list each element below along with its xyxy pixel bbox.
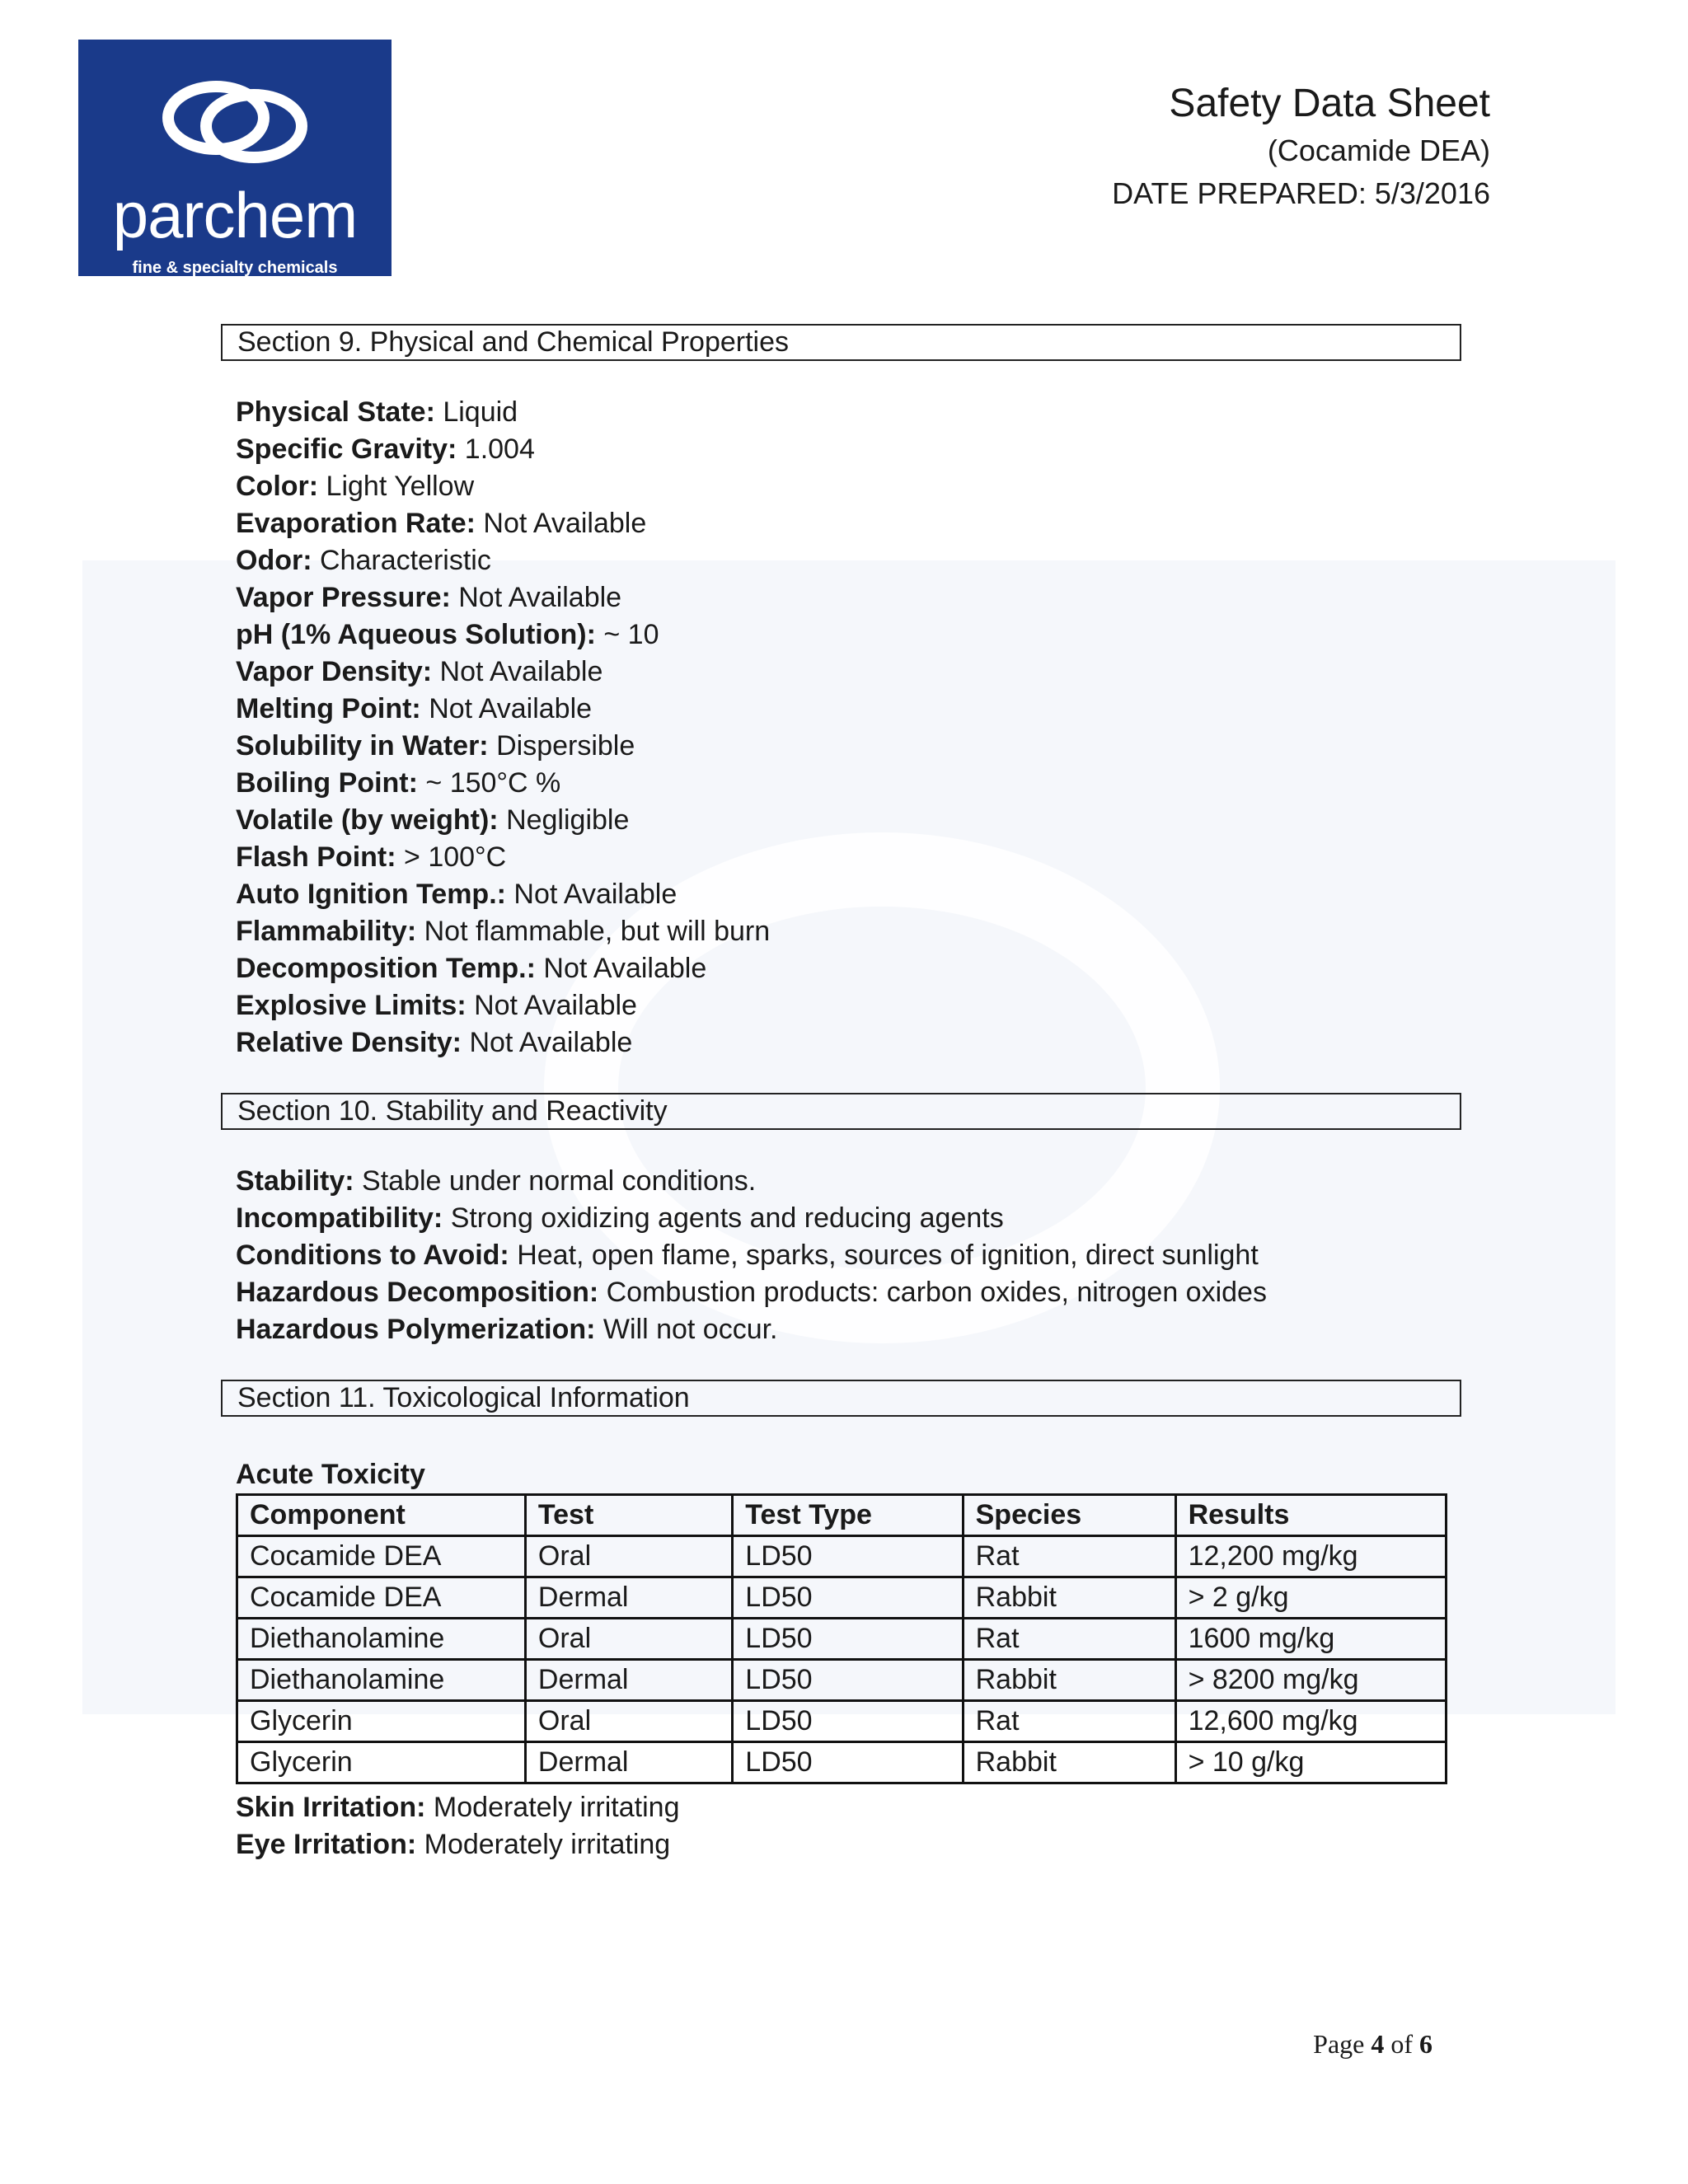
property-value: Not Available	[439, 656, 603, 687]
page-word: Page	[1313, 2029, 1365, 2059]
property-value: Not Available	[543, 953, 707, 984]
table-cell: Oral	[525, 1536, 732, 1577]
property-row	[236, 728, 1461, 765]
property-label: Flash Point:	[236, 841, 396, 873]
property-label: Skin Irritation:	[236, 1792, 426, 1823]
property-label: Stability:	[236, 1165, 354, 1197]
spacer	[221, 1348, 1461, 1380]
table-cell: LD50	[733, 1742, 963, 1783]
property-value: Combustion products: carbon oxides, nitrogen oxides	[606, 1277, 1267, 1308]
property-row	[236, 1311, 1461, 1348]
property-value: Not Available	[469, 1027, 633, 1058]
property-label: Physical State:	[236, 396, 435, 428]
property-value: Characteristic	[320, 545, 491, 576]
property-label: Eye Irritation:	[236, 1829, 417, 1860]
property-label: Specific Gravity:	[236, 434, 457, 465]
property-value: Moderately irritating	[424, 1829, 671, 1860]
property-label: Hazardous Decomposition:	[236, 1277, 599, 1308]
section-10-properties	[236, 1163, 1461, 1348]
property-label: Conditions to Avoid:	[236, 1240, 509, 1271]
table-row	[237, 1577, 1447, 1619]
property-value: ~ 150°C %	[425, 767, 561, 799]
spacer	[221, 1062, 1461, 1093]
property-row	[236, 987, 1461, 1024]
property-label: Boiling Point:	[236, 767, 418, 799]
property-label: Volatile (by weight):	[236, 804, 499, 836]
document-title: Safety Data Sheet	[1169, 82, 1490, 125]
property-value: Stable under normal conditions.	[362, 1165, 757, 1197]
property-value: Not Available	[483, 508, 647, 539]
page-number	[1313, 2029, 1432, 2060]
table-cell: Rabbit	[963, 1577, 1175, 1619]
section-11-irritation	[236, 1789, 1461, 1863]
section-9-properties	[236, 394, 1461, 1062]
column-header: Test Type	[733, 1495, 963, 1536]
property-row	[236, 1789, 1461, 1826]
property-value: Light Yellow	[326, 471, 475, 502]
property-value: Not flammable, but will burn	[424, 916, 771, 947]
column-header: Component	[237, 1495, 526, 1536]
property-row	[236, 542, 1461, 579]
table-header-row	[237, 1495, 1447, 1536]
page-of: of	[1390, 2029, 1413, 2059]
page-current: 4	[1371, 2029, 1385, 2059]
table-cell: LD50	[733, 1536, 963, 1577]
property-row	[236, 1024, 1461, 1062]
table-cell: Dermal	[525, 1660, 732, 1701]
table-cell: Cocamide DEA	[237, 1536, 526, 1577]
property-label: Incompatibility:	[236, 1202, 443, 1234]
section-10-heading: Section 10. Stability and Reactivity	[221, 1093, 1461, 1130]
document-header	[1112, 78, 1490, 215]
table-cell: > 10 g/kg	[1175, 1742, 1446, 1783]
table-cell: 1600 mg/kg	[1175, 1619, 1446, 1660]
property-value: Moderately irritating	[433, 1792, 680, 1823]
table-row	[237, 1701, 1447, 1742]
table-cell: Rabbit	[963, 1742, 1175, 1783]
logo-rings-icon	[157, 73, 313, 171]
document-body	[221, 324, 1461, 1863]
table-cell: Rat	[963, 1619, 1175, 1660]
table-cell: Dermal	[525, 1577, 732, 1619]
column-header: Test	[525, 1495, 732, 1536]
property-row	[236, 950, 1461, 987]
table-cell: Rabbit	[963, 1660, 1175, 1701]
table-cell: Glycerin	[237, 1742, 526, 1783]
table-cell: Oral	[525, 1701, 732, 1742]
property-value: Will not occur.	[603, 1314, 778, 1345]
logo-wordmark: parchem	[112, 179, 358, 251]
property-label: Hazardous Polymerization:	[236, 1314, 596, 1345]
property-value: Heat, open flame, sparks, sources of ignition, direct sunlight	[517, 1240, 1259, 1271]
table-cell: Dermal	[525, 1742, 732, 1783]
property-label: Relative Density:	[236, 1027, 462, 1058]
table-cell: 12,200 mg/kg	[1175, 1536, 1446, 1577]
table-row	[237, 1619, 1447, 1660]
property-label: Melting Point:	[236, 693, 421, 724]
property-label: pH (1% Aqueous Solution):	[236, 619, 596, 650]
page-total: 6	[1419, 2029, 1432, 2059]
table-cell: LD50	[733, 1660, 963, 1701]
table-cell: Rat	[963, 1701, 1175, 1742]
property-value: Not Available	[429, 693, 593, 724]
table-cell: Diethanolamine	[237, 1619, 526, 1660]
property-label: Vapor Pressure:	[236, 582, 451, 613]
property-row	[236, 505, 1461, 542]
column-header: Results	[1175, 1495, 1446, 1536]
property-label: Odor:	[236, 545, 312, 576]
acute-toxicity-table	[236, 1493, 1447, 1784]
section-11-heading: Section 11. Toxicological Information	[221, 1380, 1461, 1417]
table-cell: Glycerin	[237, 1701, 526, 1742]
property-row	[236, 1237, 1461, 1274]
property-label: Decomposition Temp.:	[236, 953, 536, 984]
table-body	[237, 1536, 1447, 1783]
property-row	[236, 802, 1461, 839]
table-row	[237, 1536, 1447, 1577]
property-value: Liquid	[443, 396, 518, 428]
table-row	[237, 1742, 1447, 1783]
property-label: Flammability:	[236, 916, 417, 947]
property-row	[236, 1826, 1461, 1863]
property-value: ~ 10	[603, 619, 659, 650]
property-label: Evaporation Rate:	[236, 508, 476, 539]
company-logo	[78, 40, 392, 276]
table-cell: Oral	[525, 1619, 732, 1660]
section-9-heading: Section 9. Physical and Chemical Properties	[221, 324, 1461, 361]
property-row	[236, 579, 1461, 616]
property-row	[236, 1200, 1461, 1237]
property-value: > 100°C	[404, 841, 507, 873]
property-value: Not Available	[474, 990, 637, 1021]
property-row	[236, 876, 1461, 913]
table-cell: LD50	[733, 1701, 963, 1742]
table-cell: > 8200 mg/kg	[1175, 1660, 1446, 1701]
property-value: Not Available	[458, 582, 622, 613]
table-cell: Cocamide DEA	[237, 1577, 526, 1619]
property-row	[236, 468, 1461, 505]
table-cell: 12,600 mg/kg	[1175, 1701, 1446, 1742]
property-row	[236, 394, 1461, 431]
property-label: Solubility in Water:	[236, 730, 489, 762]
property-row	[236, 691, 1461, 728]
property-row	[236, 431, 1461, 468]
property-row	[236, 765, 1461, 802]
property-value: Strong oxidizing agents and reducing agents	[450, 1202, 1004, 1234]
property-value: Not Available	[513, 879, 678, 910]
table-cell: Diethanolamine	[237, 1660, 526, 1701]
property-row	[236, 654, 1461, 691]
table-row	[237, 1660, 1447, 1701]
property-row	[236, 616, 1461, 654]
table-cell: Rat	[963, 1536, 1175, 1577]
property-label: Vapor Density:	[236, 656, 433, 687]
property-label: Auto Ignition Temp.:	[236, 879, 506, 910]
property-value: 1.004	[464, 434, 535, 465]
table-cell: LD50	[733, 1577, 963, 1619]
property-row	[236, 839, 1461, 876]
date-prepared: DATE PREPARED: 5/3/2016	[1112, 176, 1490, 210]
table-cell: > 2 g/kg	[1175, 1577, 1446, 1619]
table-cell: LD50	[733, 1619, 963, 1660]
product-name: (Cocamide DEA)	[1267, 134, 1490, 167]
property-row	[236, 1274, 1461, 1311]
property-label: Color:	[236, 471, 319, 502]
logo-tagline: fine & specialty chemicals	[132, 259, 338, 277]
property-row	[236, 1163, 1461, 1200]
property-label: Explosive Limits:	[236, 990, 467, 1021]
property-row	[236, 913, 1461, 950]
property-value: Dispersible	[496, 730, 635, 762]
column-header: Species	[963, 1495, 1175, 1536]
property-value: Negligible	[506, 804, 630, 836]
acute-toxicity-title: Acute Toxicity	[236, 1459, 425, 1490]
